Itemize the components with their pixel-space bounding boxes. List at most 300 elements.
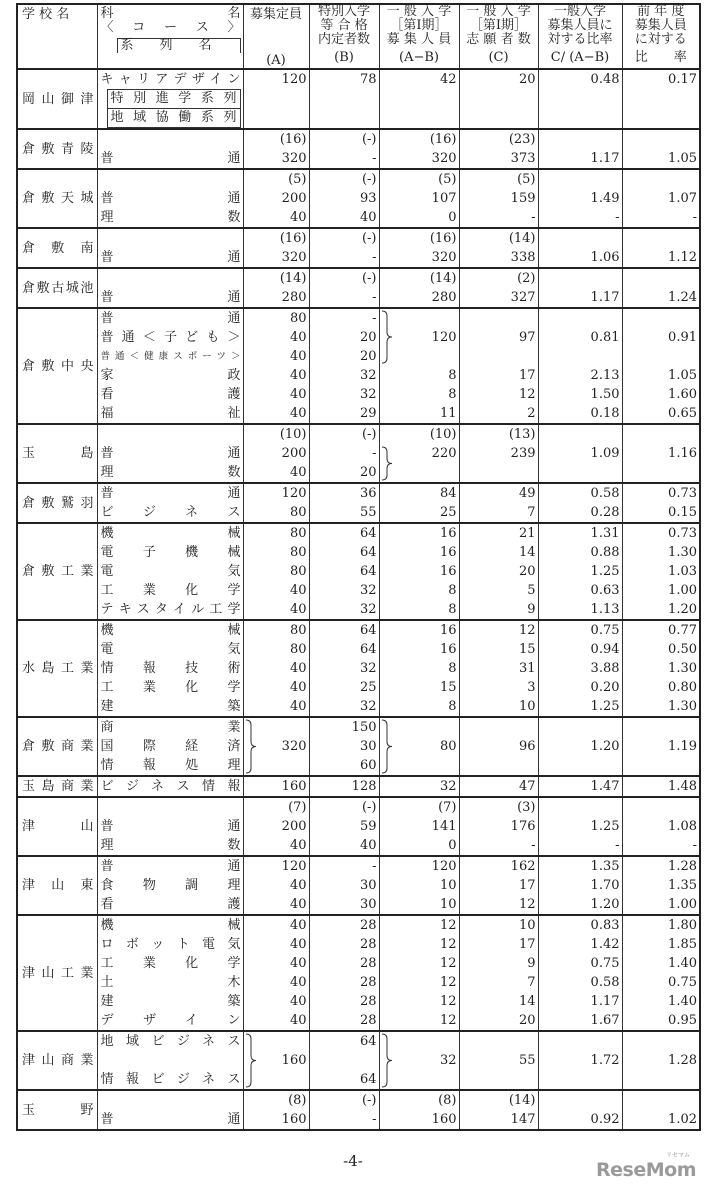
b-value: 64 — [309, 523, 379, 543]
course-cell — [97, 836, 243, 856]
b-value: 28 — [309, 935, 379, 954]
c-value: (5) — [459, 169, 538, 189]
ab-value: 12 — [379, 915, 459, 935]
curly-brace — [381, 719, 393, 774]
school-name: 津山商業 — [22, 1053, 94, 1068]
b-value: - — [309, 856, 379, 876]
prev-value: 1.07 — [622, 189, 700, 208]
a-value: 160 — [243, 776, 309, 797]
ratio-value: 0.94 — [538, 640, 622, 659]
course-name: 土木 — [100, 975, 241, 990]
header-school-label: 学 校 名 — [22, 7, 70, 22]
header-course-right: 名 — [227, 6, 241, 21]
course-cell — [97, 1110, 243, 1130]
table-row — [17, 444, 700, 463]
table-row — [17, 915, 700, 935]
course-name: 普通 — [100, 151, 241, 166]
b-value: - — [309, 288, 379, 308]
course-name: ロボット電気 — [100, 937, 241, 952]
course-cell — [97, 620, 243, 640]
b-value: 32 — [309, 697, 379, 717]
ab-value: (8) — [379, 1090, 459, 1110]
ratio-value: 1.67 — [538, 1011, 622, 1031]
prev-value: - — [622, 208, 700, 228]
a-value: (7) — [243, 797, 309, 817]
ab-value: 32 — [379, 1051, 459, 1070]
course-cell — [97, 954, 243, 973]
course-name: 機械 — [100, 623, 241, 638]
ab-value: 107 — [379, 189, 459, 208]
ab-value: 12 — [379, 935, 459, 954]
table-row — [17, 268, 700, 288]
ratio-value: 3.88 — [538, 659, 622, 678]
ratio-value: - — [538, 836, 622, 856]
ab-value: 16 — [379, 543, 459, 562]
prev-value — [622, 268, 700, 288]
ratio-value: 1.25 — [538, 697, 622, 717]
header-ratio-line: 募集人員に — [547, 18, 613, 33]
ab-value: 12 — [379, 1011, 459, 1031]
header-course-line2: 〈 コ ー ス 〉 — [100, 20, 241, 35]
a-value: 40 — [243, 697, 309, 717]
school-name: 津山 — [22, 819, 94, 834]
b-value: - — [309, 308, 379, 328]
c-value — [459, 308, 538, 328]
c-value: (14) — [459, 1090, 538, 1110]
header-ratio-line: 一般入学 — [553, 4, 606, 19]
header-course — [97, 4, 243, 69]
course-name: 看護 — [100, 387, 241, 402]
prev-value — [622, 169, 700, 189]
a-value: 40 — [243, 954, 309, 973]
ratio-value — [538, 108, 622, 129]
course-cell — [97, 108, 243, 129]
a-value: (5) — [243, 169, 309, 189]
series-name: 地域協働系列 — [107, 108, 241, 128]
course-cell — [97, 895, 243, 915]
b-value: - — [309, 1110, 379, 1130]
b-value: 64 — [309, 562, 379, 581]
course-cell — [97, 308, 243, 328]
c-value — [459, 463, 538, 483]
prev-value: 1.16 — [622, 444, 700, 463]
course-cell — [97, 717, 243, 737]
table-row — [17, 328, 700, 347]
c-value — [459, 1031, 538, 1051]
a-value: 200 — [243, 189, 309, 208]
table-row — [17, 1090, 700, 1110]
header-ab-line: (A−B) — [399, 50, 439, 65]
course-name: ビジネス情報 — [100, 779, 241, 794]
ab-value: 320 — [379, 149, 459, 169]
prev-value — [622, 129, 700, 149]
table-row — [17, 108, 700, 129]
b-value: 64 — [309, 1070, 379, 1090]
course-cell — [97, 1011, 243, 1031]
course-name: 理数 — [100, 210, 241, 225]
course-cell — [97, 935, 243, 954]
header-b — [309, 4, 379, 69]
document-page — [16, 3, 701, 1131]
ratio-value: 1.06 — [538, 248, 622, 268]
table-row — [17, 69, 700, 89]
ratio-value — [538, 1090, 622, 1110]
ratio-value — [538, 1031, 622, 1051]
prev-value: 1.05 — [622, 366, 700, 385]
ratio-value — [538, 717, 622, 737]
header-ratio-line: C/ (A−B) — [550, 50, 610, 65]
course-name: 電気 — [100, 642, 241, 657]
header-a-line: (A) — [266, 53, 286, 68]
ratio-value: 1.13 — [538, 600, 622, 620]
table-row — [17, 717, 700, 737]
b-value: 64 — [309, 1031, 379, 1051]
school-name-cell — [17, 268, 97, 308]
course-cell — [97, 562, 243, 581]
school-name-cell — [17, 776, 97, 797]
prev-value — [622, 797, 700, 817]
b-value: 60 — [309, 756, 379, 776]
header-b-line: 特別入学 — [317, 4, 370, 19]
a-value: 320 — [243, 149, 309, 169]
course-name: 普通＜子ども＞ — [100, 330, 241, 345]
prev-value: 1.80 — [622, 915, 700, 935]
table-row — [17, 1070, 700, 1090]
prev-value: 0.91 — [622, 328, 700, 347]
b-value: 93 — [309, 189, 379, 208]
course-cell — [97, 208, 243, 228]
ratio-value: 0.92 — [538, 1110, 622, 1130]
ab-value: 80 — [379, 737, 459, 756]
course-name: 建築 — [100, 994, 241, 1009]
school-name: 倉敷天城 — [22, 191, 94, 206]
ratio-value: 0.63 — [538, 581, 622, 600]
ratio-value — [538, 797, 622, 817]
header-ab-line: 募 集 人 員 — [386, 32, 452, 47]
prev-value: 1.30 — [622, 659, 700, 678]
ratio-value: 1.31 — [538, 523, 622, 543]
prev-value — [622, 717, 700, 737]
a-value: (10) — [243, 424, 309, 444]
header-series: 系 列 名 — [117, 38, 241, 53]
ratio-value: 1.25 — [538, 817, 622, 836]
course-cell — [97, 973, 243, 992]
c-value: 9 — [459, 600, 538, 620]
table-row — [17, 797, 700, 817]
b-value: 64 — [309, 640, 379, 659]
a-value: 40 — [243, 915, 309, 935]
a-value: 40 — [243, 347, 309, 366]
ab-value: 10 — [379, 876, 459, 895]
prev-value: 0.73 — [622, 523, 700, 543]
school-name: 倉敷南 — [22, 240, 94, 256]
ratio-value — [538, 1070, 622, 1090]
ab-value: 12 — [379, 973, 459, 992]
course-cell — [97, 640, 243, 659]
a-value: 80 — [243, 523, 309, 543]
table-row — [17, 385, 700, 404]
a-value: 80 — [243, 620, 309, 640]
course-name: 地域ビジネス — [100, 1034, 241, 1049]
c-value: 96 — [459, 737, 538, 756]
course-name: 情報処理 — [100, 758, 241, 773]
school-name: 津山東 — [22, 878, 94, 893]
course-cell — [97, 697, 243, 717]
ratio-value: 1.47 — [538, 776, 622, 797]
course-name: 工業化学 — [100, 680, 241, 695]
course-cell — [97, 503, 243, 523]
c-value: (23) — [459, 129, 538, 149]
c-value: 97 — [459, 328, 538, 347]
prev-value: 1.30 — [622, 697, 700, 717]
table-row — [17, 347, 700, 366]
c-value: 7 — [459, 503, 538, 523]
school-name: 倉敷中央 — [22, 358, 94, 374]
ratio-value: 0.75 — [538, 954, 622, 973]
a-value: 320 — [243, 248, 309, 268]
c-value: 2 — [459, 404, 538, 424]
header-prev-line: 募集人員 — [634, 18, 687, 33]
c-value: 47 — [459, 776, 538, 797]
prev-value — [622, 756, 700, 776]
curly-brace-path — [382, 311, 392, 363]
b-value: 40 — [309, 208, 379, 228]
course-cell — [97, 483, 243, 503]
course-cell — [97, 444, 243, 463]
ratio-value: 0.58 — [538, 973, 622, 992]
a-value: 40 — [243, 1011, 309, 1031]
c-value: 338 — [459, 248, 538, 268]
header-school — [17, 4, 97, 69]
a-value: 280 — [243, 288, 309, 308]
course-name: 情報ビジネス — [100, 1072, 241, 1087]
ratio-value: 0.48 — [538, 69, 622, 89]
a-value — [243, 108, 309, 129]
c-value: 7 — [459, 973, 538, 992]
course-name: 機械 — [100, 918, 241, 933]
prev-value: 1.40 — [622, 954, 700, 973]
prev-value: 0.65 — [622, 404, 700, 424]
a-value: 200 — [243, 444, 309, 463]
prev-value — [622, 308, 700, 328]
school-name-cell — [17, 1031, 97, 1090]
course-cell — [97, 366, 243, 385]
school-name-cell — [17, 1090, 97, 1130]
ab-value: 8 — [379, 659, 459, 678]
c-value: 12 — [459, 620, 538, 640]
prev-value — [622, 1031, 700, 1051]
a-value: 40 — [243, 935, 309, 954]
c-value: 20 — [459, 1011, 538, 1031]
a-value: 40 — [243, 328, 309, 347]
school-name-cell — [17, 424, 97, 483]
ab-value: 25 — [379, 503, 459, 523]
header-ab-line: ［第Ⅰ期］ — [390, 18, 448, 33]
ab-value: 8 — [379, 366, 459, 385]
school-name-cell — [17, 856, 97, 915]
ratio-value: 1.20 — [538, 895, 622, 915]
a-value: 40 — [243, 973, 309, 992]
table-row — [17, 463, 700, 483]
curly-brace — [245, 1033, 257, 1088]
c-value: (14) — [459, 228, 538, 248]
a-value: 320 — [243, 737, 309, 756]
ab-value: 0 — [379, 836, 459, 856]
c-value: 12 — [459, 895, 538, 915]
ab-value: (7) — [379, 797, 459, 817]
b-value: 28 — [309, 992, 379, 1011]
course-name: 福祉 — [100, 406, 241, 421]
ab-value: (10) — [379, 424, 459, 444]
b-value: 28 — [309, 1011, 379, 1031]
a-value: 40 — [243, 659, 309, 678]
prev-value: 1.60 — [622, 385, 700, 404]
ab-value: 120 — [379, 328, 459, 347]
table-row — [17, 581, 700, 600]
c-value: - — [459, 836, 538, 856]
ab-value: 16 — [379, 562, 459, 581]
b-value: (-) — [309, 1090, 379, 1110]
curly-brace — [381, 310, 393, 364]
course-name: 普通 — [100, 486, 241, 501]
course-cell — [97, 737, 243, 756]
school-name: 津山工業 — [22, 965, 94, 981]
ratio-value: 1.49 — [538, 189, 622, 208]
b-value: 32 — [309, 600, 379, 620]
a-value: 120 — [243, 483, 309, 503]
prev-value — [622, 463, 700, 483]
table-row — [17, 737, 700, 756]
c-value: 15 — [459, 640, 538, 659]
table-row — [17, 366, 700, 385]
school-name-cell — [17, 620, 97, 717]
c-value: 20 — [459, 562, 538, 581]
b-value — [309, 1051, 379, 1070]
table-row — [17, 659, 700, 678]
b-value: 78 — [309, 69, 379, 89]
prev-value: 1.00 — [622, 895, 700, 915]
c-value — [459, 89, 538, 108]
ab-value: 16 — [379, 640, 459, 659]
course-cell — [97, 992, 243, 1011]
table-row — [17, 503, 700, 523]
curly-brace-path — [246, 1034, 256, 1087]
course-name: 情報技術 — [100, 661, 241, 676]
b-value: 150 — [309, 717, 379, 737]
header-c-line: (C) — [488, 50, 509, 65]
ab-value: 160 — [379, 1110, 459, 1130]
table-row — [17, 1031, 700, 1051]
header-c-line: 一 般 入 学 — [466, 4, 531, 19]
logo-text: ReseMom — [596, 1159, 696, 1181]
ab-value: (16) — [379, 129, 459, 149]
ab-value: 8 — [379, 600, 459, 620]
prev-value: 1.12 — [622, 248, 700, 268]
b-value: 20 — [309, 463, 379, 483]
course-cell — [97, 915, 243, 935]
school-name: 岡山御津 — [22, 91, 94, 107]
table-row — [17, 876, 700, 895]
b-value: 55 — [309, 503, 379, 523]
table-row — [17, 640, 700, 659]
ab-value: 8 — [379, 385, 459, 404]
page-number: -4- — [343, 1152, 363, 1170]
ratio-value — [538, 169, 622, 189]
prev-value: - — [622, 836, 700, 856]
prev-value — [622, 108, 700, 129]
b-value: 30 — [309, 876, 379, 895]
header-ratio-line: 対する比率 — [547, 32, 613, 47]
ab-value — [379, 108, 459, 129]
course-cell — [97, 797, 243, 817]
c-value — [459, 1070, 538, 1090]
table-row — [17, 600, 700, 620]
header-ab-line: 一 般 入 学 — [386, 4, 452, 19]
c-value: 10 — [459, 915, 538, 935]
header-ratio — [538, 4, 622, 69]
c-value: 14 — [459, 992, 538, 1011]
a-value: 40 — [243, 992, 309, 1011]
curly-brace-path — [382, 1034, 392, 1087]
table-row — [17, 208, 700, 228]
ab-value: 12 — [379, 992, 459, 1011]
ab-value: 12 — [379, 954, 459, 973]
table-row — [17, 678, 700, 697]
course-cell — [97, 856, 243, 876]
c-value: 17 — [459, 366, 538, 385]
prev-value: 0.17 — [622, 69, 700, 89]
a-value: 80 — [243, 640, 309, 659]
curly-brace-path — [382, 447, 392, 480]
logo-kana: リセマム — [666, 1152, 690, 1159]
b-value: 32 — [309, 659, 379, 678]
course-name: 普通 — [100, 250, 241, 265]
resemom-logo — [596, 1150, 696, 1181]
prev-value: 1.28 — [622, 1051, 700, 1070]
school-name-cell — [17, 797, 97, 856]
prev-value: 0.75 — [622, 973, 700, 992]
header-ab — [379, 4, 459, 69]
course-name: 建築 — [100, 699, 241, 714]
b-value: (-) — [309, 797, 379, 817]
table-row — [17, 895, 700, 915]
table-row — [17, 562, 700, 581]
school-name: 倉敷青陵 — [22, 141, 94, 157]
ab-value: 120 — [379, 856, 459, 876]
table-row — [17, 228, 700, 248]
c-value — [459, 347, 538, 366]
c-value: 9 — [459, 954, 538, 973]
ab-value: 8 — [379, 697, 459, 717]
b-value — [309, 108, 379, 129]
table-row — [17, 973, 700, 992]
course-cell — [97, 89, 243, 108]
c-value: 147 — [459, 1110, 538, 1130]
ratio-value: 1.35 — [538, 856, 622, 876]
school-name-cell — [17, 129, 97, 169]
school-name-cell — [17, 915, 97, 1031]
c-value: 20 — [459, 69, 538, 89]
b-value: 64 — [309, 543, 379, 562]
school-name: 倉敷工業 — [22, 564, 94, 579]
table-row — [17, 424, 700, 444]
course-cell — [97, 248, 243, 268]
c-value: 55 — [459, 1051, 538, 1070]
b-value: 40 — [309, 836, 379, 856]
a-value: 40 — [243, 678, 309, 697]
course-cell — [97, 169, 243, 189]
ab-value: 8 — [379, 581, 459, 600]
